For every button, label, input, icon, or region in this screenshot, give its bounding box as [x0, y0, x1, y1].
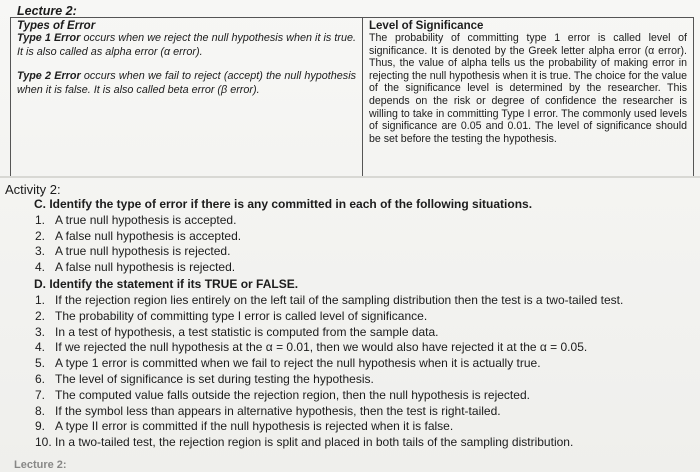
lecture-title: Lecture 2:: [17, 4, 77, 18]
type1-label: Type 1 Error: [17, 32, 81, 44]
page-fold: [0, 176, 700, 178]
d-item-text: A type II error is committed if the null hypothesis is rejected when it is false.: [55, 419, 454, 434]
level-of-significance-header: Level of Significance: [369, 20, 484, 32]
level-of-significance-text: The probability of committing type 1 error is called level of significance. It is denoted by the Greek letter alpha error (α error). Thus, the value of alpha tells us the probability of making error in rejecting the null hypothesis when it is true. The choice for the value of the significance level is determined by the researcher. This depends on the risk or degree of confidence the researcher is willing to take in committing Type I error. The commonly used levels of significance are 0.05 and 0.01. The level of significance should be set before the testing the hypothesis.: [369, 32, 687, 145]
d-item-number: 9.: [35, 419, 46, 434]
d-item-number: 5.: [35, 356, 46, 371]
d-item-text: The level of significance is set during testing the hypothesis.: [55, 372, 374, 386]
c-item-number: 2.: [35, 228, 46, 243]
types-of-error-cell: [11, 18, 363, 176]
d-item-text: If the symbol less than appears in alternative hypothesis, then the test is right-tailed.: [55, 403, 501, 418]
d-item-2: [35, 309, 427, 323]
error-types-table: [10, 17, 694, 177]
d-item-number: 1.: [35, 293, 46, 307]
d-item-6: [35, 372, 374, 386]
c-item-text: A true null hypothesis is rejected.: [55, 244, 231, 258]
d-item-number: 7.: [35, 387, 46, 402]
section-c-heading: C. Identify the type of error if there is any committed in each of the following situations.: [34, 197, 533, 211]
d-item-number: 8.: [35, 403, 46, 418]
d-item-text: A type 1 error is committed when we fail to reject the null hypothesis when it is actually true.: [55, 356, 541, 371]
type2-label: Type 2 Error: [17, 70, 81, 83]
d-item-text: In a test of hypothesis, a test statistic is computed from the sample data.: [55, 324, 439, 339]
level-of-significance-cell: [363, 18, 693, 176]
c-item-text: A true null hypothesis is accepted.: [55, 213, 237, 227]
d-item-text: If the rejection region lies entirely on the left tail of the sampling distribution then the test is a two-tailed test.: [55, 293, 624, 307]
activity-title: Activity 2:: [5, 182, 61, 197]
next-page-cutoff-text: Lecture 2:: [14, 459, 67, 471]
d-item-text: In a two-tailed test, the rejection region is split and placed in both tails of the sampling distribution.: [55, 435, 574, 450]
c-item-number: 1.: [35, 213, 46, 227]
d-item-text: The computed value falls outside the rejection region, then the null hypothesis is rejected.: [55, 387, 530, 402]
type1-text-a: occurs when we reject the null hypothesis when it is: [83, 32, 332, 44]
c-item-2: [35, 229, 241, 243]
d-item-8: [35, 404, 501, 418]
d-item-number: 10.: [35, 435, 52, 450]
d-item-number: 6.: [35, 372, 46, 386]
d-item-number: 3.: [35, 324, 46, 339]
d-item-3: [35, 325, 439, 339]
c-item-text: A false null hypothesis is rejected.: [55, 259, 236, 274]
section-d-heading: D. Identify the statement if its TRUE or FALSE.: [34, 277, 299, 291]
c-item-1: [35, 213, 236, 227]
d-item-4: [35, 340, 587, 354]
d-item-1: [35, 293, 623, 307]
d-item-7: [35, 388, 530, 402]
c-item-number: 4.: [35, 259, 46, 274]
d-item-text: The probability of committing type I error is called level of significance.: [55, 308, 428, 323]
types-of-error-header: Types of Error: [17, 20, 96, 32]
d-item-5: [35, 356, 541, 370]
type1-text-b: true. It is also called as alpha error (α error).: [17, 32, 357, 58]
d-item-10: [35, 435, 573, 449]
c-item-3: [35, 244, 230, 258]
c-item-4: [35, 260, 235, 274]
c-item-number: 3.: [35, 244, 46, 258]
d-item-number: 2.: [35, 308, 46, 323]
d-item-text: If we rejected the null hypothesis at the α = 0.01, then we would also have rejected it at the α = 0.05.: [55, 340, 588, 355]
d-item-9: [35, 419, 453, 433]
d-item-number: 4.: [35, 340, 46, 355]
c-item-text: A false null hypothesis is accepted.: [55, 228, 242, 243]
type2-text-a: occurs when we fail to reject (accept) the null: [83, 70, 302, 83]
type1-definition: [17, 32, 356, 59]
type2-definition: [17, 70, 356, 97]
type2-text-b: hypothesis when it is false. It is also called beta error (β error).: [17, 70, 357, 96]
